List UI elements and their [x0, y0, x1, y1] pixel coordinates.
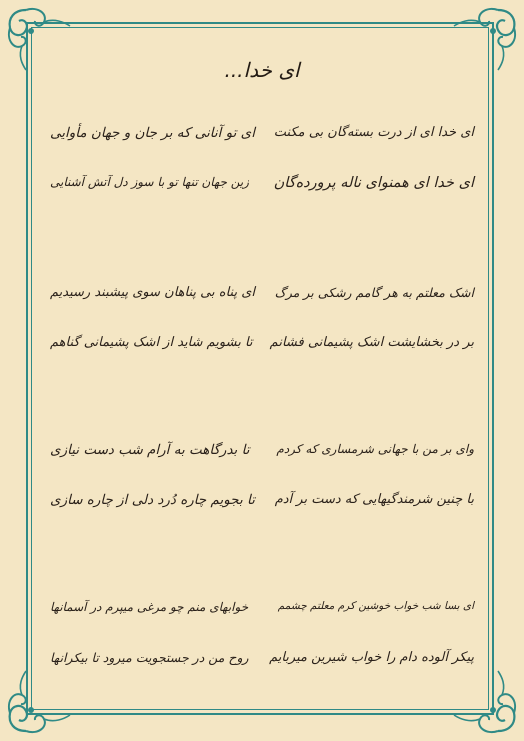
- verse-line: اشک معلتم به هر گامم رشکی بر مرگ: [274, 285, 474, 300]
- stanza-1: [50, 125, 474, 215]
- verse-line: ای بسا شب خواب خوشین کرم معلتم چشمم: [277, 600, 474, 612]
- verse-line: بر در بخشایشت اشک پشیمانی فشانم: [269, 335, 474, 350]
- verse-line: تا بجویم چاره دُرد دلی از چاره سازی: [50, 492, 255, 508]
- stanza-4: [50, 600, 474, 690]
- verse-line: روح من در جستجویت میرود تا بیکرانها: [50, 650, 249, 665]
- verse-line: وای بر من با جهانی شرمساری که کردم: [276, 442, 474, 456]
- stanza-2: [50, 285, 474, 375]
- verse-line: ای پناه بی پناهان سوی پیشبند رسیدیم: [50, 285, 255, 300]
- verse-line: تا بدرگاهت به آرام شب دست نیازی: [50, 442, 250, 458]
- verse-line: با چنین شرمندگیهایی که دست بر آدم: [274, 492, 474, 507]
- verse-line: پیکر آلوده دام را خواب شیرین میربایم: [269, 650, 474, 665]
- verse-line: ای خدا ای همنوای ناله پرورده‌گان: [273, 175, 474, 191]
- verse-line: تا بشویم شاید از اشک پشیمانی گناهم: [50, 335, 253, 350]
- verse-line: خوابهای منم چو مرغی میپرم در آسمانها: [50, 600, 249, 614]
- poem-title: ای خدا...: [224, 58, 300, 82]
- verse-line: زین جهان تنها تو با سوز دل آتش آشنایی: [50, 175, 249, 189]
- verse-line: ای تو آنانی که بر جان و جهان مأوایی: [50, 125, 255, 141]
- verse-line: ای خدا ای از درت بسته‌گان بی مکنت: [273, 125, 474, 140]
- stanza-3: [50, 442, 474, 532]
